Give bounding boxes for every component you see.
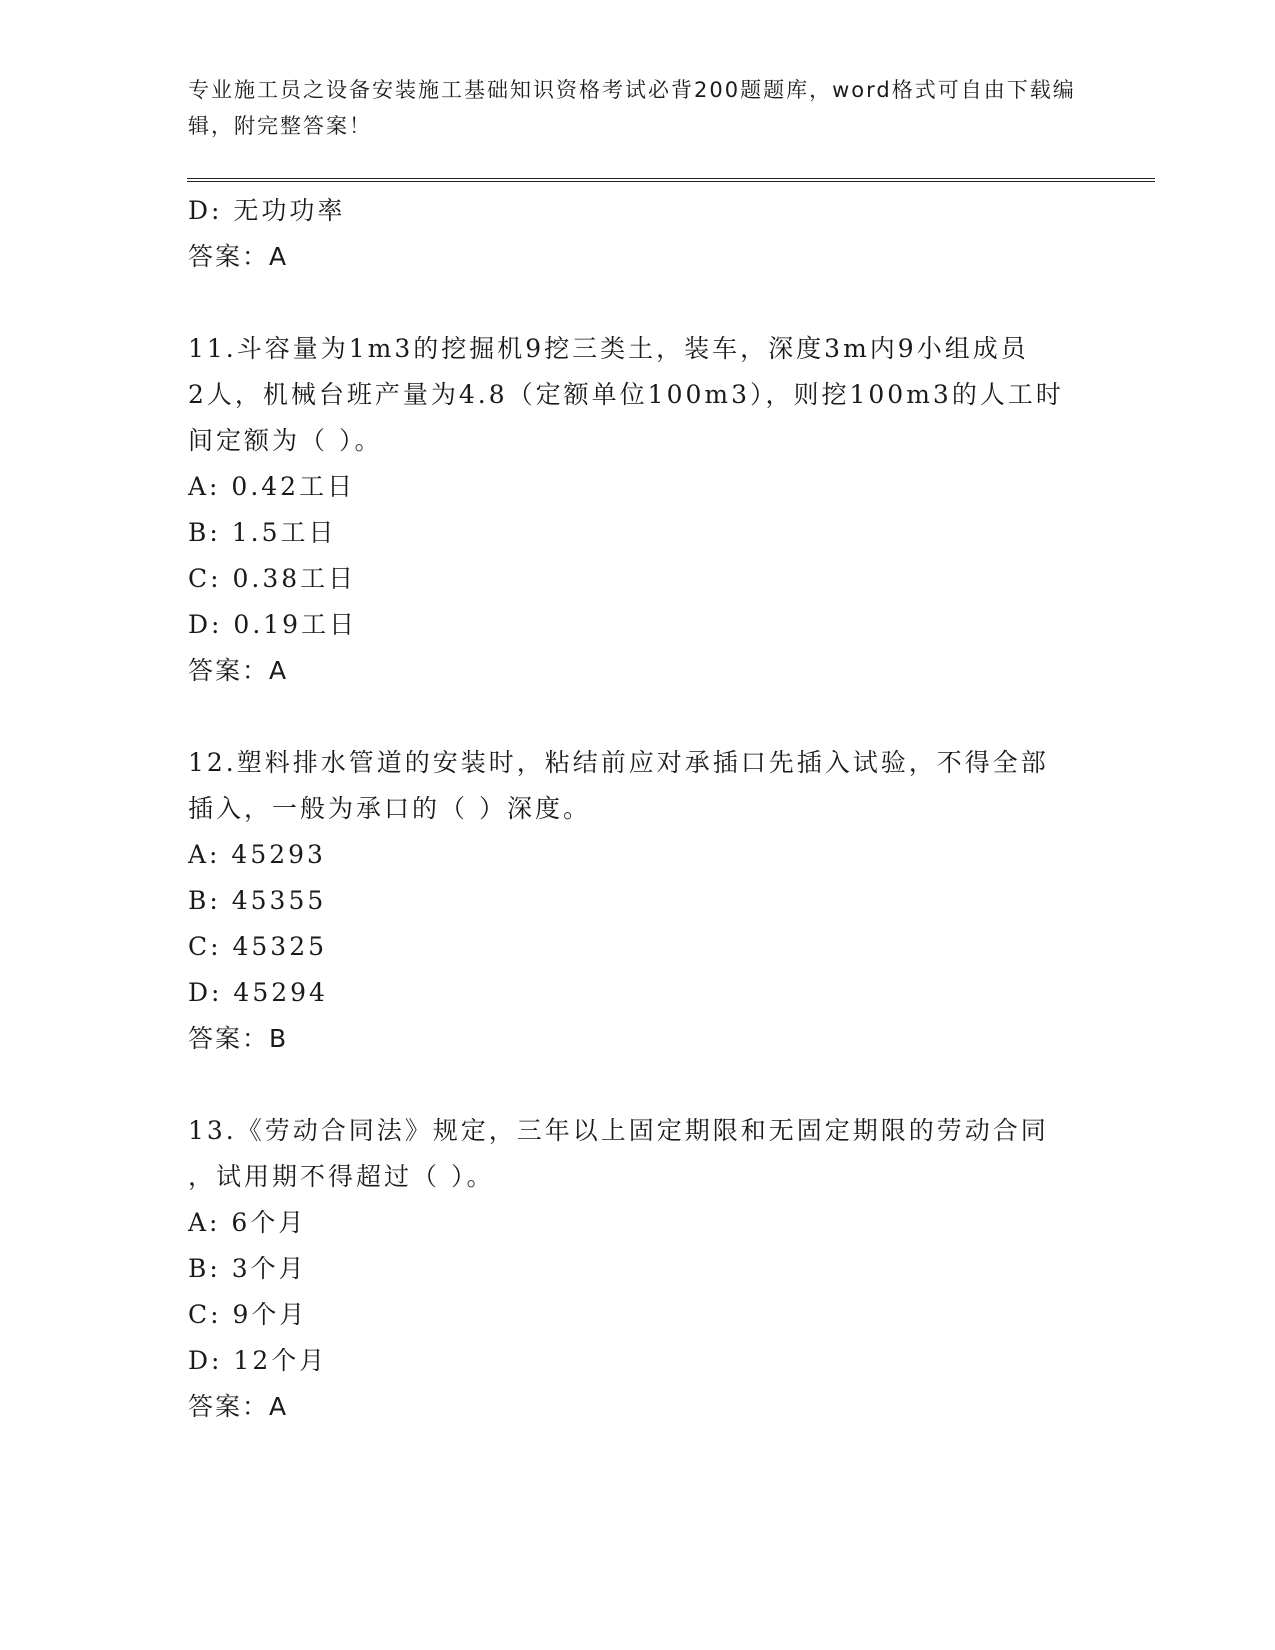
question-line: 2人，机械台班产量为4.8（定额单位100m3），则挖100m3的人工时 (188, 380, 1064, 409)
question-block (188, 326, 1088, 694)
question-line: 11.斗容量为1m3的挖掘机9挖三类土，装车，深度3m内9小组成员 (188, 334, 1029, 363)
answer: 答案：A (188, 656, 289, 685)
option-d: D: 12个月 (188, 1346, 328, 1375)
question-line: 间定额为（ ）。 (188, 426, 383, 455)
document-body (188, 188, 1088, 1430)
option-c: C: 9个月 (188, 1300, 308, 1329)
option-a: A: 6个月 (188, 1208, 307, 1237)
spacer (188, 694, 1088, 740)
option-b: B: 1.5工日 (188, 518, 337, 547)
answer: 答案：A (188, 242, 289, 271)
option-b: B: 45355 (188, 886, 327, 915)
question-block (188, 740, 1088, 1062)
question-line: ，试用期不得超过（ ）。 (188, 1162, 495, 1191)
option-a: A: 45293 (188, 840, 326, 869)
option-d: D: 无功功率 (188, 196, 346, 225)
option-a: A: 0.42工日 (188, 472, 356, 501)
question-block (188, 1108, 1088, 1430)
page-header: 专业施工员之设备安装施工基础知识资格考试必背200题题库，word格式可自由下载编辑，附完整答案！ (188, 78, 1076, 138)
question-line: 13.《劳动合同法》规定，三年以上固定期限和无固定期限的劳动合同 (188, 1116, 1049, 1145)
answer: 答案：A (188, 1392, 289, 1421)
header-divider (187, 178, 1155, 182)
option-d: D: 0.19工日 (188, 610, 358, 639)
option-d: D: 45294 (188, 978, 328, 1007)
answer: 答案：B (188, 1024, 289, 1053)
option-b: B: 3个月 (188, 1254, 307, 1283)
spacer (188, 280, 1088, 326)
question-line: 插入，一般为承口的（ ）深度。 (188, 794, 591, 823)
spacer (188, 1062, 1088, 1108)
question-line: 12.塑料排水管道的安装时，粘结前应对承插口先插入试验，不得全部 (188, 748, 1049, 777)
option-c: C: 45325 (188, 932, 328, 961)
option-c: C: 0.38工日 (188, 564, 357, 593)
